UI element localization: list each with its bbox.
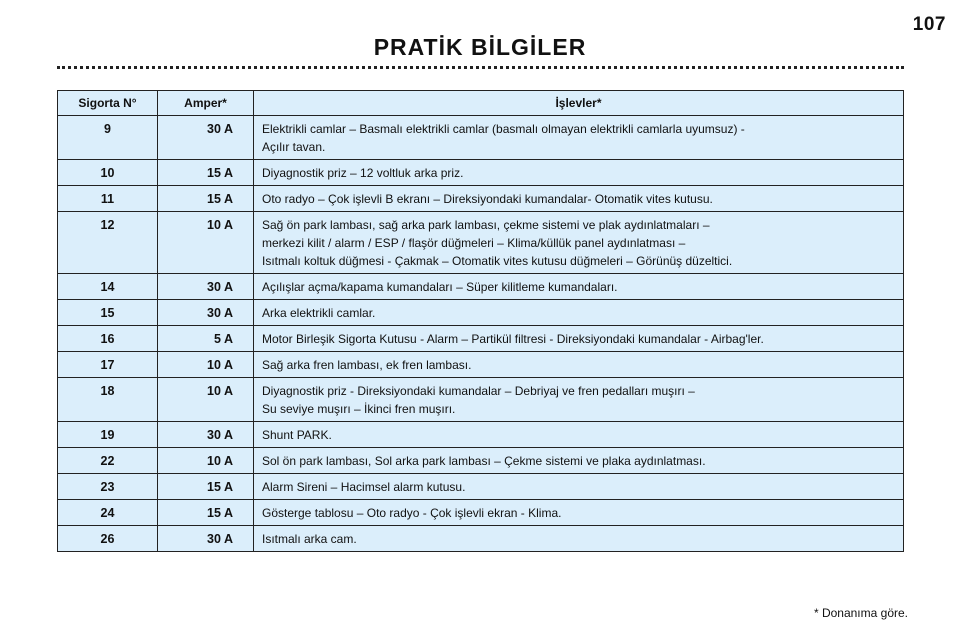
function-line: Sol ön park lambası, Sol arka park lambası – Çekme sistemi ve plaka aydınlatması. (262, 454, 706, 468)
fuse-amperage: 30 A (158, 300, 254, 326)
table-row (58, 474, 904, 500)
fuse-number: 22 (58, 448, 158, 474)
header-amper: Amper* (158, 91, 254, 116)
table-row (58, 212, 904, 274)
fuse-number: 18 (58, 378, 158, 422)
fuse-functions (254, 160, 904, 186)
fuse-amperage: 30 A (158, 274, 254, 300)
fuse-functions (254, 326, 904, 352)
table-row (58, 352, 904, 378)
fuse-amperage: 15 A (158, 186, 254, 212)
table-row (58, 378, 904, 422)
fuse-amperage: 30 A (158, 422, 254, 448)
fuse-functions (254, 448, 904, 474)
table-row (58, 300, 904, 326)
fuse-number: 9 (58, 116, 158, 160)
fuse-amperage: 30 A (158, 116, 254, 160)
table-row (58, 186, 904, 212)
fuse-number: 16 (58, 326, 158, 352)
function-line: Alarm Sireni – Hacimsel alarm kutusu. (262, 480, 466, 494)
table-row (58, 448, 904, 474)
fuse-number: 11 (58, 186, 158, 212)
fuse-amperage: 15 A (158, 500, 254, 526)
page-title: PRATİK BİLGİLER (373, 34, 587, 60)
function-line: Diyagnostik priz – 12 voltluk arka priz. (262, 166, 464, 180)
function-line: Sağ arka fren lambası, ek fren lambası. (262, 358, 472, 372)
fuse-number: 14 (58, 274, 158, 300)
function-line: Gösterge tablosu – Oto radyo - Çok işlevli ekran - Klima. (262, 506, 562, 520)
function-line: Isıtmalı arka cam. (262, 532, 357, 546)
function-line: Oto radyo – Çok işlevli B ekranı – Direksiyondaki kumandalar- Otomatik vites kutusu. (262, 192, 713, 206)
fuse-amperage: 15 A (158, 160, 254, 186)
header-functions: İşlevler* (254, 91, 904, 116)
fuse-functions (254, 274, 904, 300)
fuse-functions (254, 300, 904, 326)
function-line: Diyagnostik priz - Direksiyondaki kumandalar – Debriyaj ve fren pedalları muşırı – (262, 384, 695, 398)
fuse-functions (254, 474, 904, 500)
fuse-table-body (58, 116, 904, 552)
function-line: Açılışlar açma/kapama kumandaları – Süper kilitleme kumandaları. (262, 280, 618, 294)
fuse-amperage: 10 A (158, 448, 254, 474)
fuse-functions (254, 500, 904, 526)
footnote: * Donanıma göre. (813, 606, 908, 620)
fuse-number: 15 (58, 300, 158, 326)
fuse-amperage: 5 A (158, 326, 254, 352)
function-line: Shunt PARK. (262, 428, 332, 442)
function-line: merkezi kilit / alarm / ESP / flaşör düğmeleri – Klima/küllük panel aydınlatması – (262, 236, 686, 250)
fuse-table (57, 90, 904, 552)
page-number: 107 (912, 14, 946, 35)
function-line: Isıtmalı koltuk düğmesi - Çakmak – Otomatik vites kutusu düğmeleri – Görünüş düzeltici. (262, 254, 733, 268)
function-line: Sağ ön park lambası, sağ arka park lambası, çekme sistemi ve plak aydınlatmaları – (262, 218, 710, 232)
fuse-number: 19 (58, 422, 158, 448)
fuse-functions (254, 186, 904, 212)
fuse-functions (254, 526, 904, 552)
table-row (58, 422, 904, 448)
fuse-number: 10 (58, 160, 158, 186)
dotted-divider (57, 66, 904, 69)
fuse-functions (254, 116, 904, 160)
fuse-functions (254, 378, 904, 422)
table-row (58, 326, 904, 352)
header-fuse-no: Sigorta N° (58, 91, 158, 116)
fuse-functions (254, 352, 904, 378)
fuse-amperage: 15 A (158, 474, 254, 500)
fuse-number: 17 (58, 352, 158, 378)
table-row (58, 116, 904, 160)
fuse-number: 12 (58, 212, 158, 274)
table-row (58, 274, 904, 300)
table-row (58, 526, 904, 552)
table-row (58, 160, 904, 186)
function-line: Arka elektrikli camlar. (262, 306, 376, 320)
table-row (58, 500, 904, 526)
fuse-number: 24 (58, 500, 158, 526)
fuse-amperage: 10 A (158, 378, 254, 422)
table-header-row (58, 91, 904, 116)
function-line: Su seviye muşırı – İkinci fren muşırı. (262, 402, 456, 416)
fuse-amperage: 30 A (158, 526, 254, 552)
fuse-number: 23 (58, 474, 158, 500)
fuse-amperage: 10 A (158, 352, 254, 378)
function-line: Motor Birleşik Sigorta Kutusu - Alarm – Partikül filtresi - Direksiyondaki kumandalar - Airbag'ler. (262, 332, 764, 346)
fuse-amperage: 10 A (158, 212, 254, 274)
fuse-functions (254, 212, 904, 274)
fuse-functions (254, 422, 904, 448)
fuse-number: 26 (58, 526, 158, 552)
function-line: Elektrikli camlar – Basmalı elektrikli camlar (basmalı olmayan elektrikli camlarla uyumsuz) - (262, 122, 745, 136)
function-line: Açılır tavan. (262, 140, 326, 154)
